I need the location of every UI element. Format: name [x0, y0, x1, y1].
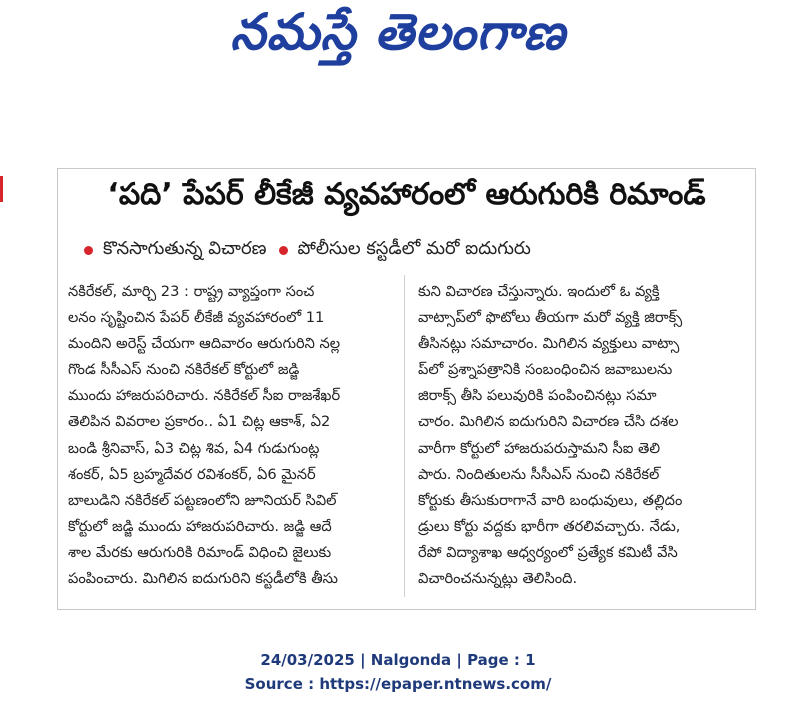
article-clipping: [57, 168, 756, 610]
publication-info: 24/03/2025 | Nalgonda | Page : 1: [260, 651, 536, 669]
text-line: డ్రులు కోర్టు వద్దకు భారీగా తరలివచ్చారు. నేడు,: [418, 517, 681, 535]
bullet-icon: [84, 246, 93, 255]
column-divider: [404, 275, 405, 597]
bullet-icon: [279, 246, 288, 255]
text-line: నకిరేకల్, మార్చి 23 : రాష్ట్ర వ్యాప్తంగా సంచ: [68, 283, 315, 300]
text-line: శంకర్, ఏ5 బ్రహ్మదేవర రవిశంకర్, ఏ6 మైనర్: [68, 465, 316, 483]
text-line: కోర్టుకు తీసుకురాగానే వారి బంధువులు, తల్లిదం: [418, 491, 683, 509]
article-headline: ‘పది’ పేపర్ లీకేజీ వ్యవహారంలో ఆరుగురికి రిమాండ్: [107, 177, 706, 212]
subhead-1: కొనసాగుతున్న విచారణ: [103, 237, 267, 259]
text-line: వాట్సాప్‌లో ఫొటోలు తీయగా మరో వ్యక్తి జిరాక్స్: [418, 309, 683, 327]
text-line: తెలిపిన వివరాల ప్రకారం.. ఏ1 చిట్ల ఆకాశ్, ఏ2: [68, 413, 331, 431]
text-line: చారం. మిగిలిన ఐదుగురిని విచారణ చేసి దశల: [418, 413, 679, 431]
text-line: రేపో విద్యాశాఖ ఆధ్వర్యంలో ప్రత్యేక కమిటీ వేసి: [418, 543, 678, 561]
text-line: గొండ సీసీఎస్ నుంచి నకిరేకల్ కోర్టులో జడ్జి: [68, 361, 300, 379]
text-line: శాల మేరకు ఆరుగురికి రిమాండ్ విధించి జైలుకు: [68, 543, 332, 561]
article-column-right: [418, 279, 740, 592]
text-line: విచారించనున్నట్లు తెలిసింది.: [418, 570, 578, 588]
text-line: కోర్టులో జడ్జి ముందు హాజరుపరిచారు. జడ్జి ఆదే: [68, 517, 332, 535]
text-line: బండి శ్రీనివాస్, ఏ3 చిట్ల శివ, ఏ4 గుడుగుంట్ల: [68, 439, 320, 457]
text-line: ముందు హాజరుపరిచారు. నకిరేకల్ సీఐ రాజశేఖర్: [68, 387, 341, 405]
text-line: మందిని అరెస్ట్ చేయగా ఆదివారం ఆరుగురిని నల్ల: [68, 335, 341, 353]
source-link[interactable]: Source : https://epaper.ntnews.com/: [244, 675, 552, 693]
article-subheads: [80, 235, 740, 265]
text-line: తీసినట్లు సమాచారం. మిగిలిన వ్యక్తులు వాట్సా: [418, 335, 680, 353]
text-line: పారు. నిందితులను సీసీఎస్ నుంచి నకిరేకల్: [418, 465, 660, 483]
text-line: ప్‌లో ప్రశ్నాపత్రానికి సంబంధించిన జవాబులను: [418, 361, 673, 379]
text-line: లనం సృష్టించిన పేపర్ లీకేజీ వ్యవహారంలో 11: [68, 309, 325, 327]
page-edge-mark: [0, 176, 3, 202]
newspaper-masthead: [0, 0, 796, 76]
text-line: వారీగా కోర్టులో హాజరుపరుస్తామని సీఐ తెలి: [418, 439, 661, 457]
subhead-2: పోలీసుల కస్టడీలో మరో ఐదుగురు: [297, 237, 531, 259]
masthead-title: నమస్తే తెలంగాణ: [230, 2, 566, 61]
text-line: జిరాక్స్ తీసి పలువురికి పంపించినట్లు సమా: [418, 387, 657, 405]
article-column-left: [68, 279, 390, 592]
text-line: కుని విచారణ చేస్తున్నారు. ఇందులో ఓ వ్యక్తి: [418, 283, 660, 300]
text-line: బాలుడిని నకిరేకల్ పట్టణంలోని జూనియర్ సివిల్: [68, 491, 337, 509]
text-line: పంపించారు. మిగిలిన ఐదుగురిని కస్టడీలోకి తీసు: [68, 570, 338, 588]
